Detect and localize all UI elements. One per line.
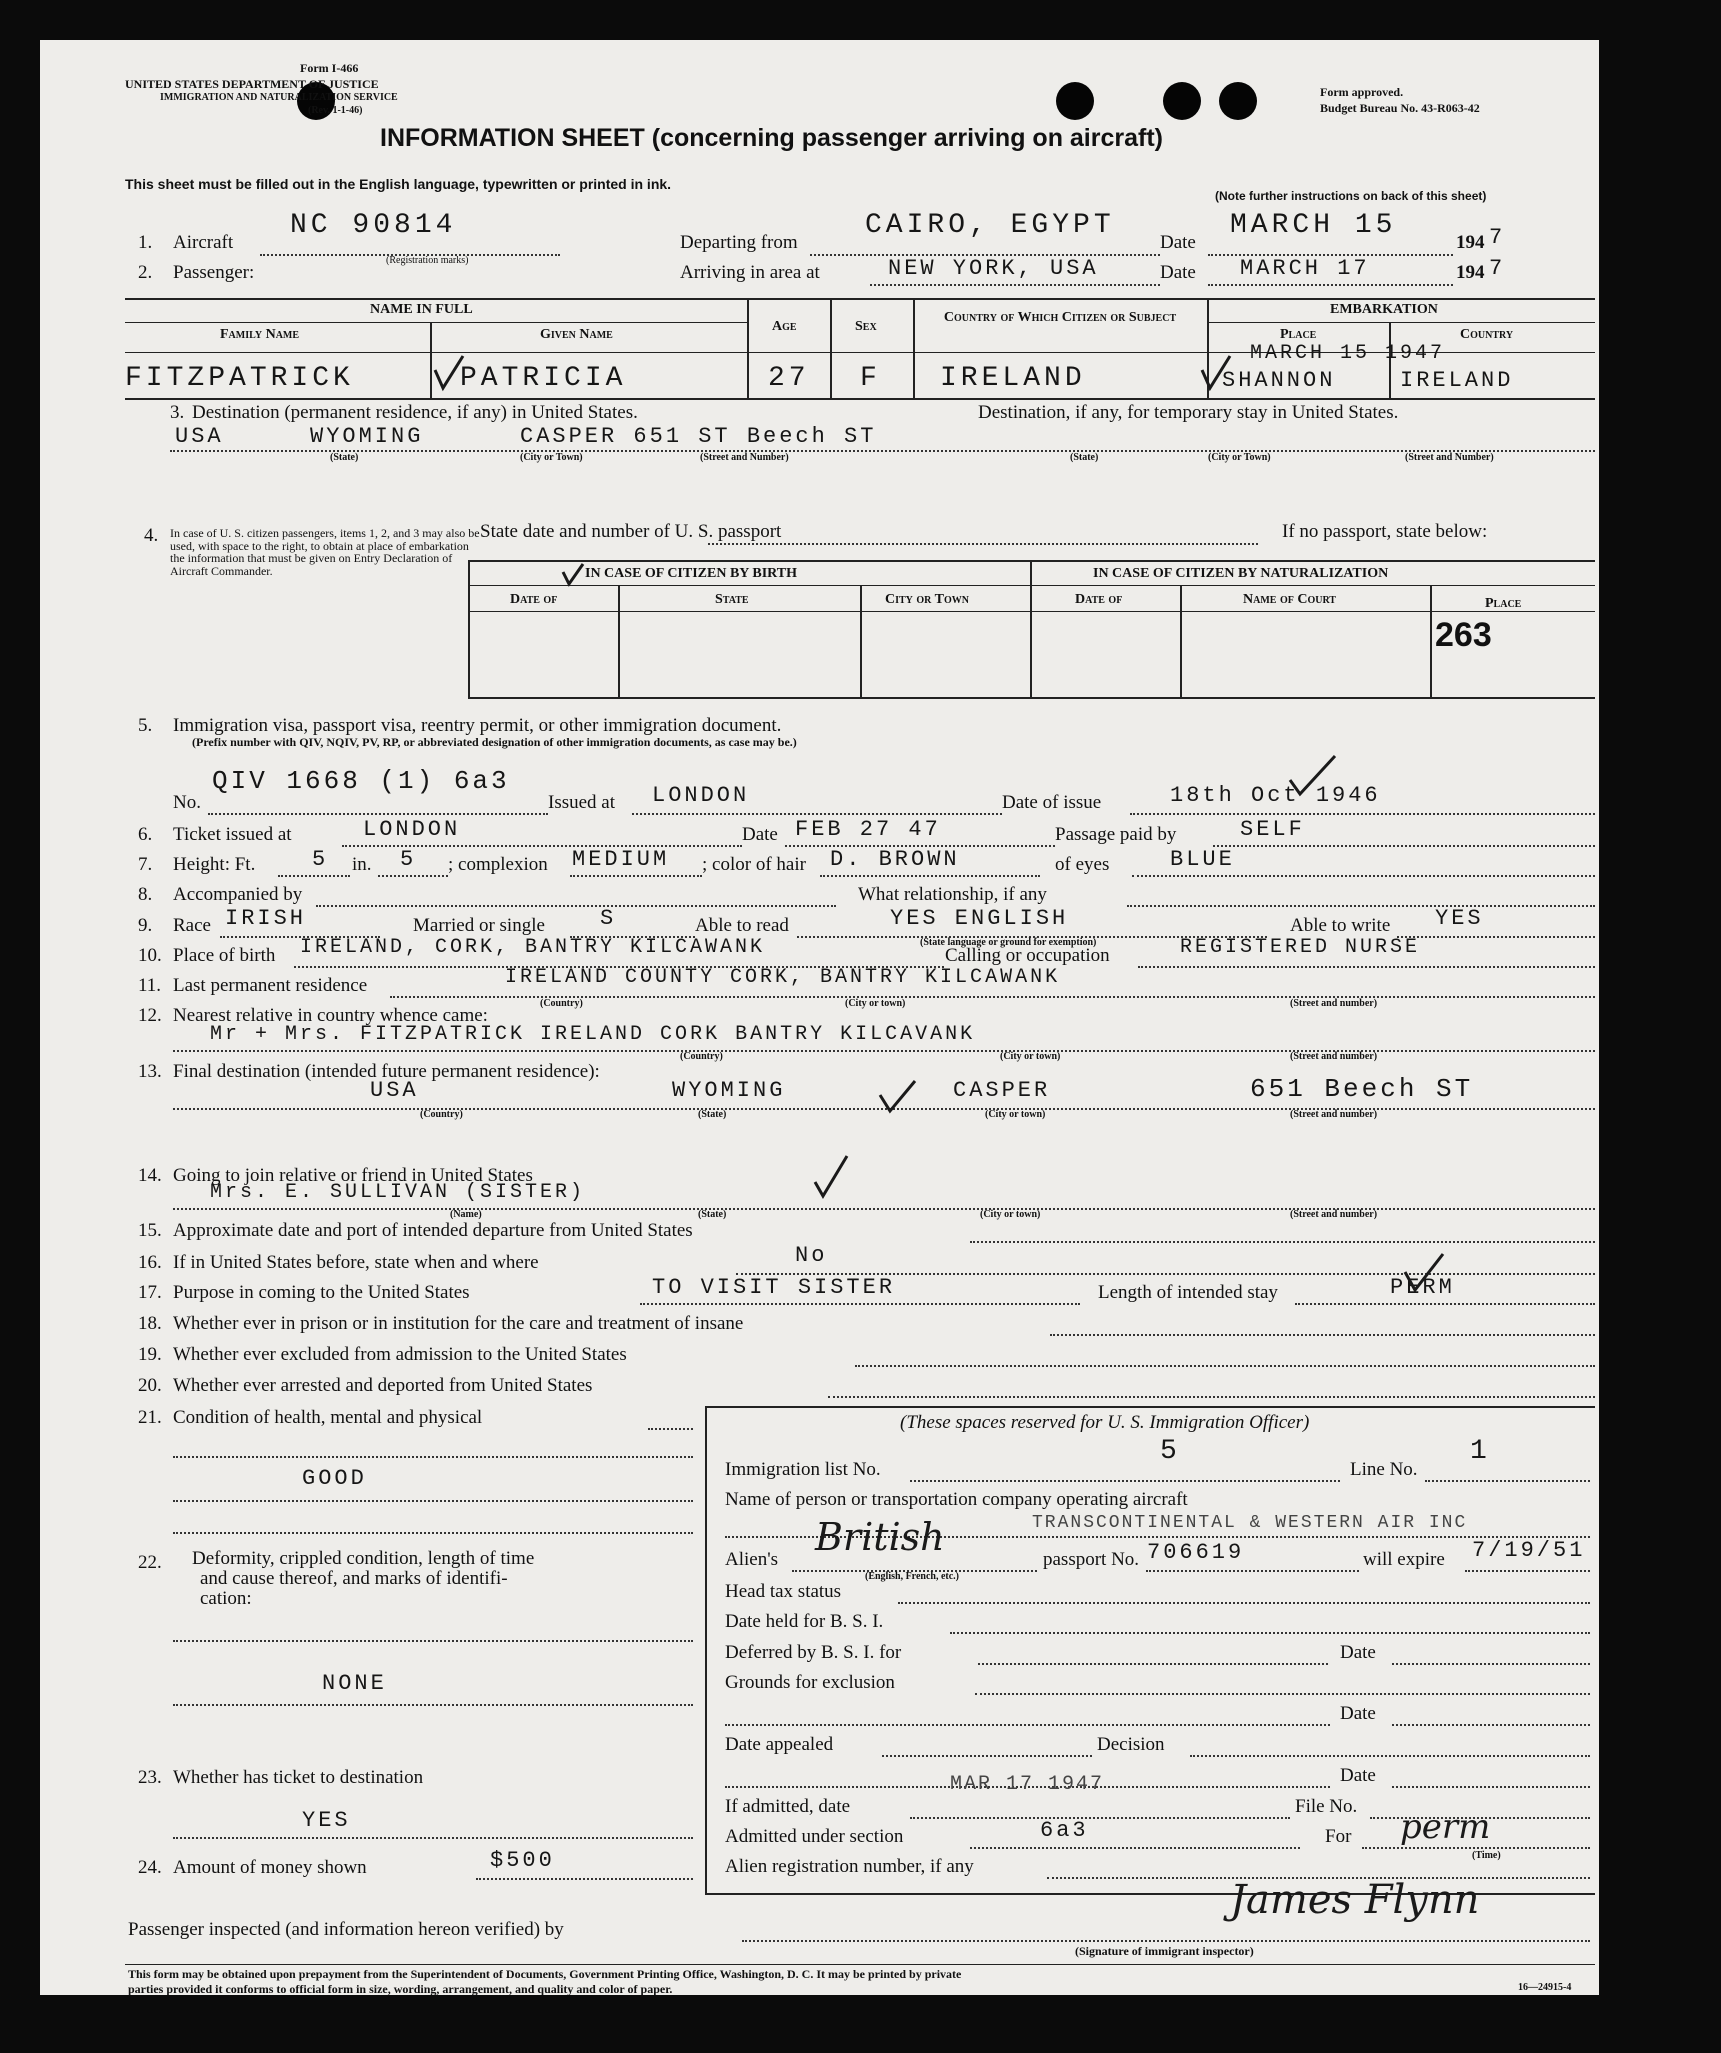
ticket-date-value: FEB 27 47 <box>795 817 941 842</box>
deformity-label: Deformity, crippled condition, length of time <box>192 1548 535 1569</box>
caption: (City or town) <box>845 998 906 1009</box>
item-number: 14. <box>138 1165 162 1186</box>
final-city-value: CASPER <box>953 1078 1051 1103</box>
citizen-value: IRELAND <box>940 363 1086 394</box>
list-no-value: 5 <box>1160 1436 1181 1467</box>
inspected-label: Passenger inspected (and information hereon verified) by <box>128 1919 564 1940</box>
ticket-date-label: Date <box>742 824 778 845</box>
dest-street-value: CASPER 651 ST Beech ST <box>520 424 877 449</box>
caption: (State) <box>1070 452 1099 463</box>
revision: (Rev. 1-1-46) <box>308 105 363 116</box>
relative-label: Nearest relative in country whence came: <box>173 1005 488 1026</box>
eyes-label: of eyes <box>1055 854 1110 875</box>
caption: (Street and Number) <box>1405 452 1494 463</box>
date-issue-label: Date of issue <box>1002 792 1102 813</box>
item-number: 3. <box>170 402 185 423</box>
caption: (State) <box>698 1209 727 1220</box>
decision-label: Decision <box>1097 1734 1165 1755</box>
feet-value: 5 <box>312 847 329 872</box>
caption: (City or Town) <box>520 452 583 463</box>
inch-label: in. <box>352 854 372 875</box>
money-value: $500 <box>490 1848 555 1873</box>
departing-value: CAIRO, EGYPT <box>865 210 1115 241</box>
read-value: YES ENGLISH <box>890 906 1069 931</box>
form-number: Form I-466 <box>300 61 359 75</box>
signature-caption: (Signature of immigrant inspector) <box>1075 1944 1254 1958</box>
no-label: No. <box>173 792 201 813</box>
checkmark-icon <box>1290 756 1335 794</box>
company-label: Name of person or transportation company operating aircraft <box>725 1489 1188 1510</box>
item-number: 4. <box>144 525 159 546</box>
caption: (City or town) <box>980 1209 1041 1220</box>
registration-caption: (Registration marks) <box>386 255 469 266</box>
caption: (Country) <box>420 1109 463 1120</box>
expire-label: will expire <box>1363 1549 1445 1570</box>
hair-value: D. BROWN <box>830 847 960 872</box>
accompanied-label: Accompanied by <box>173 884 303 905</box>
place-header: Place <box>1280 327 1317 342</box>
year-label: 194 <box>1456 262 1485 283</box>
officer-heading: (These spaces reserved for U. S. Immigration Officer) <box>900 1412 1310 1433</box>
deformity-value: NONE <box>322 1671 387 1696</box>
deferred-label: Deferred by B. S. I. for <box>725 1642 902 1663</box>
birth-value: IRELAND, CORK, BANTRY KILCAWANK <box>300 936 766 959</box>
caption: (Country) <box>540 998 583 1009</box>
ticket-dest-label: Whether has ticket to destination <box>173 1767 424 1788</box>
caption: (City or town) <box>985 1109 1046 1120</box>
race-value: IRISH <box>225 906 307 931</box>
year2-value: 7 <box>1489 256 1506 281</box>
item-number: 5. <box>138 715 153 736</box>
item-number: 23. <box>138 1767 162 1788</box>
given-name-header: Given Name <box>540 327 613 342</box>
inch-value: 5 <box>400 847 417 872</box>
given-name-value: PATRICIA <box>460 363 627 394</box>
age-value: 27 <box>768 363 810 394</box>
line-no-value: 1 <box>1470 1436 1491 1467</box>
name-header: NAME IN FULL <box>370 302 473 317</box>
length-label: Length of intended stay <box>1098 1282 1278 1303</box>
visa-no-value: QIV 1668 (1) 6a3 <box>212 766 510 796</box>
place-number: 263 <box>1435 616 1492 654</box>
paid-by-label: Passage paid by <box>1055 824 1177 845</box>
caption: (Street and number) <box>1290 1209 1378 1220</box>
item-number: 18. <box>138 1313 162 1334</box>
page-title: INFORMATION SHEET (concerning passenger arriving on aircraft) <box>380 124 1163 152</box>
height-label: Height: Ft. <box>173 854 256 875</box>
item-number: 22. <box>138 1552 162 1573</box>
join-value: Mrs. E. SULLIVAN (SISTER) <box>210 1181 586 1204</box>
purpose-value: TO VISIT SISTER <box>652 1275 896 1300</box>
caption: (Street and number) <box>1290 998 1378 1009</box>
ticket-label: Ticket issued at <box>173 824 292 845</box>
checkmark-icon <box>563 564 583 584</box>
place-header: Place <box>1485 596 1522 611</box>
item-number: 16. <box>138 1252 162 1273</box>
item-number: 19. <box>138 1344 162 1365</box>
race-label: Race <box>173 915 211 936</box>
hair-label: ; color of hair <box>702 854 806 875</box>
item-number: 8. <box>138 884 153 905</box>
purpose-label: Purpose in coming to the United States <box>173 1282 470 1303</box>
checkmark-icon <box>1405 1254 1443 1290</box>
note: (Note further instructions on back of this sheet) <box>1215 189 1487 203</box>
date-of-header: Date of <box>510 592 558 607</box>
time-sub: (Time) <box>1472 1850 1501 1861</box>
footer-text: This form may be obtained upon prepayment from the Superintendent of Documents, Government Printing Office, Washington, D. C. It may be printed by private <box>128 1967 962 1981</box>
checkmark-icon <box>1202 356 1230 388</box>
by-birth-header: IN CASE OF CITIZEN BY BIRTH <box>585 566 798 581</box>
caption: (Street and number) <box>1290 1109 1378 1120</box>
final-country-value: USA <box>370 1078 419 1103</box>
list-no-label: Immigration list No. <box>725 1459 881 1480</box>
appealed-label: Date appealed <box>725 1734 834 1755</box>
ticket-dest-value: YES <box>302 1808 351 1833</box>
item-number: 15. <box>138 1220 162 1241</box>
year-label: 194 <box>1456 232 1485 253</box>
passport-no-label: passport No. <box>1043 1549 1140 1570</box>
final-street-value: 651 Beech ST <box>1250 1074 1474 1104</box>
date-label: Date <box>1340 1642 1376 1663</box>
length-value: PERM <box>1390 1275 1455 1300</box>
admitted-date-label: If admitted, date <box>725 1796 851 1817</box>
grounds-label: Grounds for exclusion <box>725 1672 895 1693</box>
date-held-label: Date held for B. S. I. <box>725 1611 884 1632</box>
issued-at-label: Issued at <box>548 792 616 813</box>
checkmark-icon <box>435 356 463 388</box>
departing-label: Departing from <box>680 232 798 253</box>
item-number: 21. <box>138 1407 162 1428</box>
passenger-label: Passenger: <box>173 262 255 283</box>
temp-destination-label: Destination, if any, for temporary stay in United States. <box>978 402 1399 423</box>
family-name-value: FITZPATRICK <box>125 363 354 394</box>
destination-label: Destination (permanent residence, if any) in United States. <box>192 402 638 423</box>
aliens-sub: (English, French, etc.) <box>865 1571 959 1582</box>
complexion-value: MEDIUM <box>572 847 670 872</box>
before-label: If in United States before, state when and where <box>173 1252 539 1273</box>
by-nat-header: IN CASE OF CITIZEN BY NATURALIZATION <box>1093 566 1389 581</box>
married-label: Married or single <box>413 915 545 936</box>
admitted-date-stamp: MAR 17 1947 <box>950 1773 1105 1796</box>
last-res-label: Last permanent residence <box>173 975 368 996</box>
caption: (Street and Number) <box>700 452 789 463</box>
item-number: 9. <box>138 915 153 936</box>
health-label: Condition of health, mental and physical <box>173 1407 483 1428</box>
write-value: YES <box>1435 906 1484 931</box>
dest-state-value: USA <box>175 424 224 449</box>
item-number: 1. <box>138 232 153 253</box>
section-value: 6a3 <box>1040 1818 1089 1843</box>
item-number: 12. <box>138 1005 162 1026</box>
no-passport-label: If no passport, state below: <box>1282 521 1488 542</box>
family-name-header: Family Name <box>220 327 300 342</box>
relationship-label: What relationship, if any <box>858 884 1047 905</box>
caption: (Street and number) <box>1290 1051 1378 1062</box>
embark-place-value: SHANNON <box>1222 368 1336 393</box>
final-dest-label: Final destination (intended future permanent residence): <box>173 1061 600 1082</box>
paid-by-value: SELF <box>1240 817 1305 842</box>
ticket-at-value: LONDON <box>363 817 461 842</box>
item-number: 10. <box>138 945 162 966</box>
deformity-label: and cause thereof, and marks of identifi- <box>200 1568 508 1589</box>
passport-no-value: 706619 <box>1147 1540 1245 1565</box>
embark-country-value: IRELAND <box>1400 368 1514 393</box>
service: IMMIGRATION AND NATURALIZATION SERVICE <box>160 92 398 103</box>
relative-value: Mr + Mrs. FITZPATRICK IRELAND CORK BANTRY KILCAVANK <box>210 1023 976 1046</box>
checkmark-icon <box>815 1156 847 1196</box>
file-no-label: File No. <box>1295 1796 1358 1817</box>
item-number: 2. <box>138 262 153 283</box>
aircraft-value: NC 90814 <box>290 210 457 241</box>
footer-code: 16—24915-4 <box>1518 1982 1572 1993</box>
caption: (State) <box>330 452 359 463</box>
dest-city-value: WYOMING <box>310 424 424 449</box>
item-number: 13. <box>138 1061 162 1082</box>
departure-label: Approximate date and port of intended departure from United States <box>173 1220 693 1241</box>
aircraft-label: Aircraft <box>173 232 234 253</box>
date-label: Date <box>1340 1703 1376 1724</box>
date-issue-value: 18th Oct 1946 <box>1170 783 1381 808</box>
aliens-label: Alien's <box>725 1549 779 1570</box>
footer-text: parties provided it conforms to official form in size, wording, arrangement, and quality and color of paper. <box>128 1982 673 1995</box>
caption: (State) <box>698 1109 727 1120</box>
check-marks <box>40 40 1599 1995</box>
company-stamp: TRANSCONTINENTAL & WESTERN AIR INC <box>1032 1513 1468 1533</box>
instruction: This sheet must be filled out in the English language, typewritten or printed in ink. <box>125 176 672 192</box>
passport-label: State date and number of U. S. passport <box>480 521 782 542</box>
date-label: Date <box>1340 1765 1376 1786</box>
date-label: Date <box>1160 262 1196 283</box>
final-state-value: WYOMING <box>672 1078 786 1103</box>
excluded-label: Whether ever excluded from admission to the United States <box>173 1344 627 1365</box>
last-res-value: IRELAND COUNTY CORK, BANTRY KILCAWANK <box>505 966 1061 989</box>
for-value: perm <box>1400 1807 1491 1847</box>
item-number: 11. <box>138 975 162 996</box>
embarkation-header: EMBARKATION <box>1330 302 1438 317</box>
date-label: Date <box>1160 232 1196 253</box>
item-number: 17. <box>138 1282 162 1303</box>
inspector-signature: James Flynn <box>1230 1877 1480 1923</box>
city-header: City or Town <box>885 592 969 607</box>
calling-label: Calling or occupation <box>945 945 1110 966</box>
alien-nationality: British <box>815 1515 945 1559</box>
sex-header: Sex <box>855 319 877 334</box>
arriving-label: Arriving in area at <box>680 262 820 283</box>
date2-value: MARCH 17 <box>1240 256 1370 281</box>
item-number: 24. <box>138 1857 162 1878</box>
section-label: Admitted under section <box>725 1826 904 1847</box>
caption: (City or Town) <box>1208 452 1271 463</box>
information-sheet <box>40 40 1599 1995</box>
visa-label: Immigration visa, passport visa, reentry permit, or other immigration document. <box>173 715 782 736</box>
l4-instruction: In case of U. S. citizen passengers, items 1, 2, and 3 may also be used, with space to the right, to obtain at place of embarkation the information that must be given on Entry Declaration of Aircraft Commander. <box>170 526 480 578</box>
embark-date-value: MARCH 15 1947 <box>1250 342 1446 365</box>
caption: (Country) <box>680 1051 723 1062</box>
alien-reg-label: Alien registration number, if any <box>725 1856 974 1877</box>
issued-at-value: LONDON <box>652 783 750 808</box>
head-tax-label: Head tax status <box>725 1581 842 1602</box>
write-label: Able to write <box>1290 915 1391 936</box>
arriving-value: NEW YORK, USA <box>888 256 1099 281</box>
before-value: No <box>795 1243 828 1268</box>
read-label: Able to read <box>695 915 789 936</box>
join-label: Going to join relative or friend in United States <box>173 1165 533 1186</box>
checkmark-icon <box>880 1081 915 1111</box>
form-approved: Form approved. <box>1320 85 1404 99</box>
age-header: Age <box>772 319 797 334</box>
married-value: S <box>600 906 617 931</box>
deformity-label: cation: <box>200 1588 252 1609</box>
court-header: Name of Court <box>1243 592 1336 607</box>
for-label: For <box>1325 1826 1352 1847</box>
sex-value: F <box>860 363 881 394</box>
item-number: 20. <box>138 1375 162 1396</box>
prison-label: Whether ever in prison or in institution for the care and treatment of insane <box>173 1313 744 1334</box>
health-value: GOOD <box>302 1466 367 1491</box>
item-number: 7. <box>138 854 153 875</box>
date1-value: MARCH 15 <box>1230 210 1397 241</box>
eyes-value: BLUE <box>1170 847 1235 872</box>
visa-sub: (Prefix number with QIV, NQIV, PV, RP, or abbreviated designation of other immigration documents, as case may be.) <box>192 735 797 749</box>
country-header: Country of Which Citizen or Subject <box>943 310 1177 325</box>
date-of-header: Date of <box>1075 592 1123 607</box>
complexion-label: ; complexion <box>448 854 548 875</box>
department: UNITED STATES DEPARTMENT OF JUSTICE <box>125 77 379 91</box>
money-label: Amount of money shown <box>173 1857 367 1878</box>
expire-value: 7/19/51 <box>1472 1538 1586 1563</box>
line-no-label: Line No. <box>1350 1459 1418 1480</box>
read-sub: (State language or ground for exemption) <box>920 937 1097 948</box>
occupation-value: REGISTERED NURSE <box>1180 936 1421 959</box>
country-col-header: Country <box>1460 327 1514 342</box>
deported-label: Whether ever arrested and deported from United States <box>173 1375 593 1396</box>
caption: (Name) <box>450 1209 482 1220</box>
year1-value: 7 <box>1489 225 1506 250</box>
state-header: State <box>715 592 749 607</box>
birth-label: Place of birth <box>173 945 276 966</box>
caption: (City or town) <box>1000 1051 1061 1062</box>
item-number: 6. <box>138 824 153 845</box>
budget-bureau: Budget Bureau No. 43-R063-42 <box>1320 101 1480 115</box>
